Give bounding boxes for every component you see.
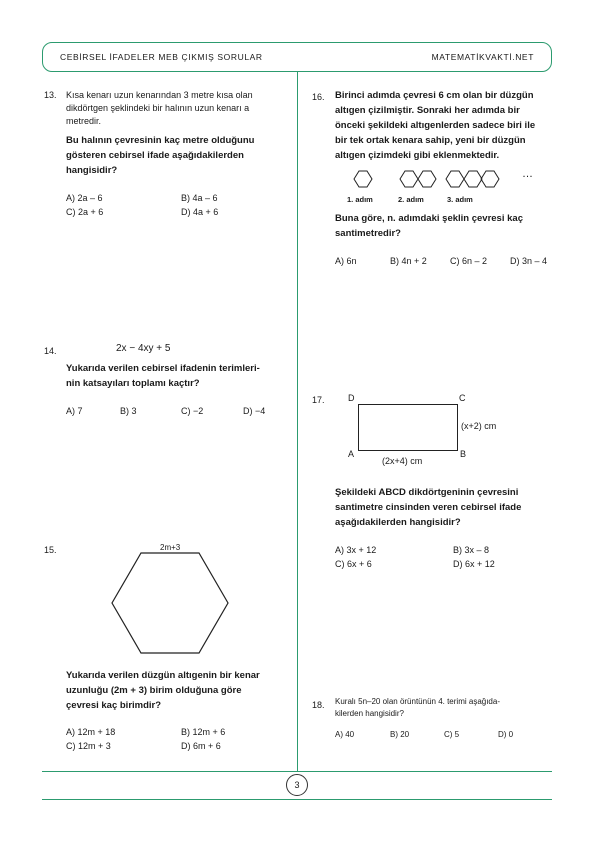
q13-number: 13. (44, 90, 57, 100)
q13-text-line: dikdörtgen şeklindeki bir halının uzun kenarı a (66, 103, 250, 113)
q14-option-a[interactable]: A) 7 (66, 406, 83, 416)
q17-question-line: Şekildeki ABCD dikdörtgeninin çevresini (335, 487, 519, 498)
q17-number: 17. (312, 395, 325, 405)
q16-number: 16. (312, 92, 325, 102)
q16-dots: … (522, 168, 534, 180)
q18-question-line: kilerden hangisidir? (335, 709, 404, 718)
q14-question-line: nin katsayıları toplamı kaçtır? (66, 378, 200, 389)
q16-question (335, 88, 535, 163)
q14-option-b[interactable]: B) 3 (120, 406, 137, 416)
q18-option-c[interactable]: C) 5 (444, 730, 460, 739)
q18-question (335, 696, 500, 720)
q15-number: 15. (44, 545, 57, 555)
footer-line-bottom (42, 799, 552, 800)
q17-question (335, 485, 521, 530)
q13-option-b[interactable]: B) 4a – 6 (181, 193, 218, 203)
q17-bottom-label: (2x+4) cm (382, 456, 423, 466)
q17-question-line: aşağıdakilerden hangisidir? (335, 517, 461, 528)
q15-side-label: 2m+3 (160, 543, 181, 552)
q16-question2-line: santimetredir? (335, 228, 401, 239)
q16-option-c[interactable]: C) 6n – 2 (450, 256, 488, 266)
column-divider (297, 72, 298, 772)
q17-option-b[interactable]: B) 3x – 8 (453, 545, 490, 555)
q16-option-b[interactable]: B) 4n + 2 (390, 256, 427, 266)
q14-question (66, 361, 260, 391)
q18-number: 18. (312, 700, 325, 710)
q13-option-a[interactable]: A) 2a – 6 (66, 193, 103, 203)
q14-option-c[interactable]: C) −2 (181, 406, 204, 416)
q18-option-b[interactable]: B) 20 (390, 730, 410, 739)
q15-option-d[interactable]: D) 6m + 6 (181, 741, 221, 751)
q16-question-line: altıgen çizilmiştir. Sonraki her adımda bir (335, 105, 520, 116)
q16-option-a[interactable]: A) 6n (335, 256, 357, 266)
header-title: CEBİRSEL İFADELER MEB ÇIKMIŞ SORULAR (60, 52, 263, 62)
header-site: MATEMATİKVAKTİ.NET (431, 52, 534, 62)
q15-question-line: Yukarıda verilen düzgün altıgenin bir kenar (66, 670, 260, 681)
q13-text (66, 89, 253, 128)
q16-step-1: 1. adım (347, 195, 373, 204)
q14-expression: 2x − 4xy + 5 (116, 343, 171, 354)
q18-option-a[interactable]: A) 40 (335, 730, 355, 739)
vertex-b: B (460, 449, 467, 459)
q16-question2 (335, 211, 523, 241)
q13-option-d[interactable]: D) 4a + 6 (181, 207, 219, 217)
q15-question-line: çevresi kaç birimdir? (66, 700, 162, 711)
q16-question-line: altıgen çizimdeki gibi eklenmektedir. (335, 150, 500, 161)
q15-option-a[interactable]: A) 12m + 18 (66, 727, 116, 737)
q18-question-line: Kuralı 5n–20 olan örüntünün 4. terimi aşağıda- (335, 697, 500, 706)
q13-question-line: gösteren cebirsel ifade aşağıdakilerden (66, 150, 244, 161)
page-number: 3 (286, 774, 308, 796)
footer-line-top (42, 771, 552, 772)
q13-question (66, 133, 254, 178)
hexagon-steps-figure (350, 168, 500, 192)
q14-question-line: Yukarıda verilen cebirsel ifadenin terimleri- (66, 363, 260, 374)
q13-option-c[interactable]: C) 2a + 6 (66, 207, 104, 217)
rectangle-abcd (358, 404, 458, 451)
q14-number: 14. (44, 346, 57, 356)
vertex-c: C (459, 393, 466, 403)
hexagon-figure (110, 548, 230, 658)
q17-question-line: santimetre cinsinden veren cebirsel ifade (335, 502, 522, 513)
q17-right-label: (x+2) cm (461, 421, 497, 431)
q13-question-line: hangisidir? (66, 165, 118, 176)
q17-option-c[interactable]: C) 6x + 6 (335, 559, 372, 569)
q13-text-line: Kısa kenarı uzun kenarından 3 metre kısa olan (66, 90, 253, 100)
q15-option-b[interactable]: B) 12m + 6 (181, 727, 226, 737)
q16-question-line: Birinci adımda çevresi 6 cm olan bir düzgün (335, 90, 534, 101)
q16-question2-line: Buna göre, n. adımdaki şeklin çevresi kaç (335, 213, 523, 224)
q17-option-d[interactable]: D) 6x + 12 (453, 559, 495, 569)
q15-question (66, 668, 260, 713)
q16-question-line: bir tek ortak kenara sahip, yeni bir düzgün (335, 135, 526, 146)
q16-option-d[interactable]: D) 3n – 4 (510, 256, 548, 266)
q18-option-d[interactable]: D) 0 (498, 730, 514, 739)
q17-option-a[interactable]: A) 3x + 12 (335, 545, 377, 555)
q13-text-line: metredir. (66, 116, 102, 126)
vertex-d: D (348, 393, 355, 403)
vertex-a: A (348, 449, 355, 459)
q15-option-c[interactable]: C) 12m + 3 (66, 741, 111, 751)
q16-step-2: 2. adım (398, 195, 424, 204)
q14-option-d[interactable]: D) −4 (243, 406, 266, 416)
q16-question-line: önceki şekildeki altıgenlerden sadece biri ile (335, 120, 536, 131)
q13-question-line: Bu halının çevresinin kaç metre olduğunu (66, 135, 255, 146)
q15-question-line: uzunluğu (2m + 3) birim olduğuna göre (66, 685, 242, 696)
q16-step-3: 3. adım (447, 195, 473, 204)
